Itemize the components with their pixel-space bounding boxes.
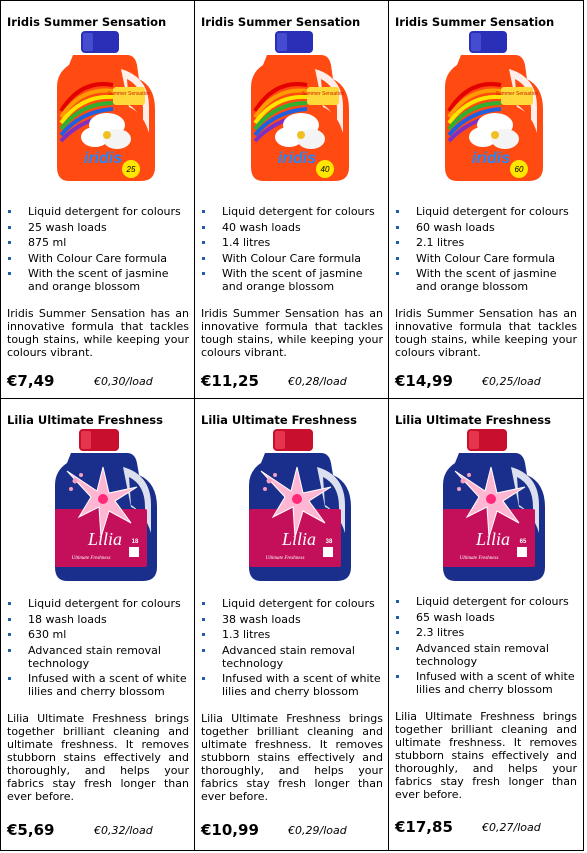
bullet-icon bbox=[396, 272, 399, 275]
bottle-loads-badge: 65 bbox=[519, 539, 527, 545]
product-description: Iridis Summer Sensation has an innovative formula that tackles tough stains, while keeping your colours vibrant. bbox=[201, 307, 383, 359]
price-per-load: €0,30/load bbox=[94, 375, 153, 388]
list-item: 1.3 litres bbox=[201, 628, 383, 641]
bullet-icon bbox=[202, 649, 205, 652]
bullet-icon bbox=[396, 616, 399, 619]
product-price: €5,69 bbox=[7, 821, 55, 839]
bullet-icon bbox=[8, 257, 11, 260]
bottle-brand-text: Lilia bbox=[475, 529, 511, 549]
product-title: Lilia Ultimate Freshness bbox=[7, 413, 163, 427]
product-card-iridis-40 bbox=[195, 1, 389, 399]
bottle-label-text: Summer Sensation bbox=[107, 91, 151, 97]
lilia-bottle-image bbox=[439, 427, 549, 587]
list-item: Liquid detergent for colours bbox=[201, 205, 383, 218]
product-title: Iridis Summer Sensation bbox=[395, 15, 555, 29]
feature-list bbox=[201, 205, 383, 296]
bottle-brand-text: Lilia bbox=[87, 529, 123, 549]
list-item: Advanced stain removal technology bbox=[395, 642, 577, 668]
iridis-bottle-image bbox=[439, 29, 549, 189]
list-item: 25 wash loads bbox=[7, 221, 189, 234]
feature-list bbox=[7, 205, 189, 296]
product-card-iridis-25 bbox=[1, 1, 195, 399]
list-item: Advanced stain removal technology bbox=[201, 644, 383, 670]
bottle-label-text: Ultimate Freshness bbox=[459, 556, 499, 561]
bullet-icon bbox=[8, 633, 11, 636]
bullet-icon bbox=[8, 602, 11, 605]
bullet-icon bbox=[8, 649, 11, 652]
bullet-icon bbox=[8, 241, 11, 244]
list-item: With the scent of jasmine and orange blossom bbox=[7, 267, 189, 293]
list-item: 65 wash loads bbox=[395, 611, 577, 624]
bullet-icon bbox=[202, 241, 205, 244]
product-price: €7,49 bbox=[7, 372, 55, 390]
product-description: Lilia Ultimate Freshness brings together brilliant cleaning and ultimate freshness. It removes stubborn stains effectively and thoroughly, and helps your fabrics stay fresh longer than ever before. bbox=[7, 712, 189, 803]
bullet-icon bbox=[8, 677, 11, 680]
product-card-lilia-18 bbox=[1, 399, 195, 850]
list-item: 875 ml bbox=[7, 236, 189, 249]
list-item: With Colour Care formula bbox=[395, 252, 577, 265]
list-item: 2.1 litres bbox=[395, 236, 577, 249]
iridis-bottle-image bbox=[245, 29, 355, 189]
price-per-load: €0,32/load bbox=[94, 824, 153, 837]
product-card-lilia-38 bbox=[195, 399, 389, 850]
bullet-icon bbox=[396, 675, 399, 678]
bottle-brand-text: Lilia bbox=[281, 529, 317, 549]
price-per-load: €0,27/load bbox=[482, 821, 541, 834]
feature-list bbox=[201, 597, 383, 701]
product-title: Iridis Summer Sensation bbox=[201, 15, 361, 29]
bottle-brand-text: iridis bbox=[83, 150, 123, 167]
list-item: Infused with a scent of white lilies and cherry blossom bbox=[201, 672, 383, 698]
bottle-loads-badge: 18 bbox=[131, 539, 139, 545]
product-description: Iridis Summer Sensation has an innovative formula that tackles tough stains, while keeping your colours vibrant. bbox=[7, 307, 189, 359]
bullet-icon bbox=[8, 226, 11, 229]
bullet-icon bbox=[8, 210, 11, 213]
list-item: Liquid detergent for colours bbox=[395, 595, 577, 608]
bullet-icon bbox=[8, 272, 11, 275]
price-per-load: €0,25/load bbox=[482, 375, 541, 388]
list-item: Liquid detergent for colours bbox=[201, 597, 383, 610]
list-item: Infused with a scent of white lilies and cherry blossom bbox=[7, 672, 189, 698]
product-price: €11,25 bbox=[201, 372, 259, 390]
bottle-brand-text: iridis bbox=[471, 150, 511, 167]
list-item: 60 wash loads bbox=[395, 221, 577, 234]
list-item: 630 ml bbox=[7, 628, 189, 641]
lilia-bottle-image bbox=[51, 427, 161, 587]
product-description: Lilia Ultimate Freshness brings together brilliant cleaning and ultimate freshness. It removes stubborn stains effectively and thoroughly, and helps your fabrics stay fresh longer than ever before. bbox=[201, 712, 383, 803]
feature-list bbox=[395, 205, 577, 296]
bullet-icon bbox=[396, 600, 399, 603]
list-item: Infused with a scent of white lilies and cherry blossom bbox=[395, 670, 577, 696]
list-item: 18 wash loads bbox=[7, 613, 189, 626]
bullet-icon bbox=[202, 226, 205, 229]
product-title: Lilia Ultimate Freshness bbox=[395, 413, 551, 427]
list-item: 1.4 litres bbox=[201, 236, 383, 249]
bottle-loads-badge: 60 bbox=[514, 165, 524, 174]
bullet-icon bbox=[396, 631, 399, 634]
bullet-icon bbox=[396, 257, 399, 260]
list-item: With Colour Care formula bbox=[201, 252, 383, 265]
bullet-icon bbox=[202, 602, 205, 605]
price-per-load: €0,28/load bbox=[288, 375, 347, 388]
bottle-brand-text: iridis bbox=[277, 150, 317, 167]
feature-list bbox=[395, 595, 577, 699]
product-price: €17,85 bbox=[395, 818, 453, 836]
bullet-icon bbox=[202, 210, 205, 213]
list-item: Liquid detergent for colours bbox=[395, 205, 577, 218]
bullet-icon bbox=[396, 241, 399, 244]
product-description: Lilia Ultimate Freshness brings together brilliant cleaning and ultimate freshness. It removes stubborn stains effectively and thoroughly, and helps your fabrics stay fresh longer than ever before. bbox=[395, 710, 577, 801]
list-item: 2.3 litres bbox=[395, 626, 577, 639]
list-item: With the scent of jasmine and orange blossom bbox=[201, 267, 383, 293]
product-price: €14,99 bbox=[395, 372, 453, 390]
bottle-label-text: Ultimate Freshness bbox=[265, 556, 305, 561]
list-item: With Colour Care formula bbox=[7, 252, 189, 265]
bottle-label-text: Summer Sensation bbox=[301, 91, 345, 97]
bottle-loads-badge: 40 bbox=[320, 165, 330, 174]
list-item: 40 wash loads bbox=[201, 221, 383, 234]
bullet-icon bbox=[202, 633, 205, 636]
product-description: Iridis Summer Sensation has an innovative formula that tackles tough stains, while keeping your colours vibrant. bbox=[395, 307, 577, 359]
price-per-load: €0,29/load bbox=[288, 824, 347, 837]
feature-list bbox=[7, 597, 189, 701]
bullet-icon bbox=[396, 226, 399, 229]
product-title: Lilia Ultimate Freshness bbox=[201, 413, 357, 427]
product-card-lilia-65 bbox=[389, 399, 583, 850]
iridis-bottle-image bbox=[51, 29, 161, 189]
list-item: Advanced stain removal technology bbox=[7, 644, 189, 670]
product-card-iridis-60 bbox=[389, 1, 583, 399]
list-item: Liquid detergent for colours bbox=[7, 597, 189, 610]
bottle-loads-badge: 25 bbox=[126, 165, 136, 174]
lilia-bottle-image bbox=[245, 427, 355, 587]
bottle-loads-badge: 38 bbox=[325, 539, 333, 545]
bullet-icon bbox=[396, 210, 399, 213]
list-item: 38 wash loads bbox=[201, 613, 383, 626]
bullet-icon bbox=[396, 647, 399, 650]
bullet-icon bbox=[202, 677, 205, 680]
list-item: With the scent of jasmine and orange blossom bbox=[395, 267, 577, 293]
bullet-icon bbox=[202, 257, 205, 260]
bottle-label-text: Ultimate Freshness bbox=[71, 556, 111, 561]
product-title: Iridis Summer Sensation bbox=[7, 15, 167, 29]
bullet-icon bbox=[202, 618, 205, 621]
bullet-icon bbox=[8, 618, 11, 621]
bullet-icon bbox=[202, 272, 205, 275]
bottle-label-text: Summer Sensation bbox=[495, 91, 539, 97]
list-item: Liquid detergent for colours bbox=[7, 205, 189, 218]
product-price: €10,99 bbox=[201, 821, 259, 839]
